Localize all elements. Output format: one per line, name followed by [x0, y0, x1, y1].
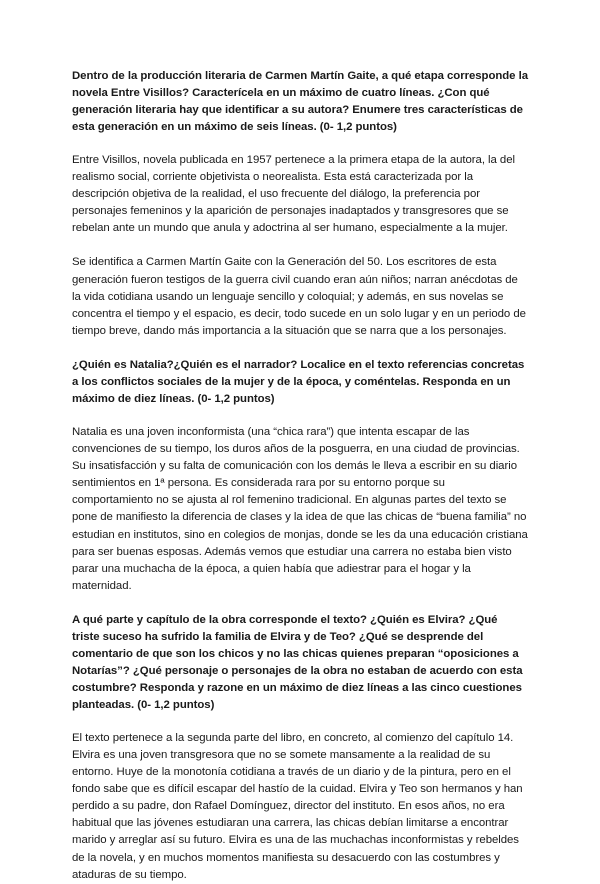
- answer-2-paragraph-1: Natalia es una joven inconformista (una “chica rara”) que intenta escapar de las convenciones de su tiempo, los duros años de la posguerra, en una ciudad de provincias. Su insatisfacción y su falta de comunicación con los demás le lleva a escribir en su diario sentimientos en 1ª persona. Es considerada rara por su entorno porque su comportamiento no se ajusta al rol femenino tradicional. En algunas partes del texto se pone de manifiesto la diferencia de clases y la idea de que las chicas de “buena familia” no estudian en institutos, sino en colegios de monjas, donde se les da una educación cristiana para ser buenas esposas. Además vemos que estudiar una carrera no estaba bien visto parar una muchacha de la época, a quien había que adiestrar para el hogar y la maternidad.: [72, 425, 528, 592]
- question-1: Dentro de la producción literaria de Carmen Martín Gaite, a qué etapa corresponde la novela Entre Visillos? Caracterícela en un máximo de cuatro líneas. ¿Con qué generación literaria hay que identificar a su autora? Enumere tres características de esta generación en un máximo de seis líneas. (0- 1,2 puntos): [72, 70, 528, 133]
- answer-1-paragraph-1: Entre Visillos, novela publicada en 1957 pertenece a la primera etapa de la autora, la del realismo social, corriente objetivista o neorealista. Esta está caracterizada por la descripción objetiva de la realidad, el uso frecuente del diálogo, la preferencia por personajes femeninos y la aparición de personajes inadaptados y transgresores que se rebelan ante un mundo que anula y adoctrina al ser humano, especialmente a la mujer.: [72, 154, 515, 235]
- document-page: [72, 68, 528, 884]
- question-3: A qué parte y capítulo de la obra corresponde el texto? ¿Quién es Elvira? ¿Qué triste suceso ha sufrido la familia de Elvira y de Teo? ¿Qué se desprende del comentario de que son los chicos y no las chicas quienes preparan “oposiciones a Notarías”? ¿Qué personaje o personajes de la obra no estaban de acuerdo con esta costumbre? Responda y razone en un máximo de diez líneas a las cinco cuestiones planteadas. (0- 1,2 puntos): [72, 613, 523, 711]
- answer-1-paragraph-2: Se identifica a Carmen Martín Gaite con la Generación del 50. Los escritores de esta generación fueron testigos de la guerra civil cuando eran aún niños; narran anécdotas de la vida cotidiana usando un lenguaje sencillo y coloquial; y además, en sus novelas se concentra el tiempo y el espacio, es decir, todo sucede en un solo lugar y en un periodo de tiempo breve, dando más importancia a la situación que se narra que a los personajes.: [72, 256, 526, 337]
- question-2: ¿Quién es Natalia?¿Quién es el narrador? Localice en el texto referencias concretas a los conflictos sociales de la mujer y de la época, y coméntelas. Responda en un máximo de diez líneas. (0- 1,2 puntos): [72, 358, 525, 405]
- answer-3-paragraph-1: El texto pertenece a la segunda parte del libro, en concreto, al comienzo del capítulo 14. Elvira es una joven transgresora que no se somete mansamente a la realidad de su entorno. Huye de la monotonía cotidiana a través de un diario y de la pintura, pero en el fondo sabe que es difícil escapar del hastío de la cuidad. Elvira y Teo son hermanos y han perdido a su padre, don Rafael Domínguez, director del instituto. En esos años, no era habitual que las jóvenes estudiaran una carrera, las chicas debían limitarse a encontrar marido y arreglar así su futuro. Elvira es una de las muchachas inconformistas y rebeldes de la novela, y en muchos momentos manifiesta su desacuerdo con las costumbres y ataduras de su tiempo.: [72, 731, 523, 881]
